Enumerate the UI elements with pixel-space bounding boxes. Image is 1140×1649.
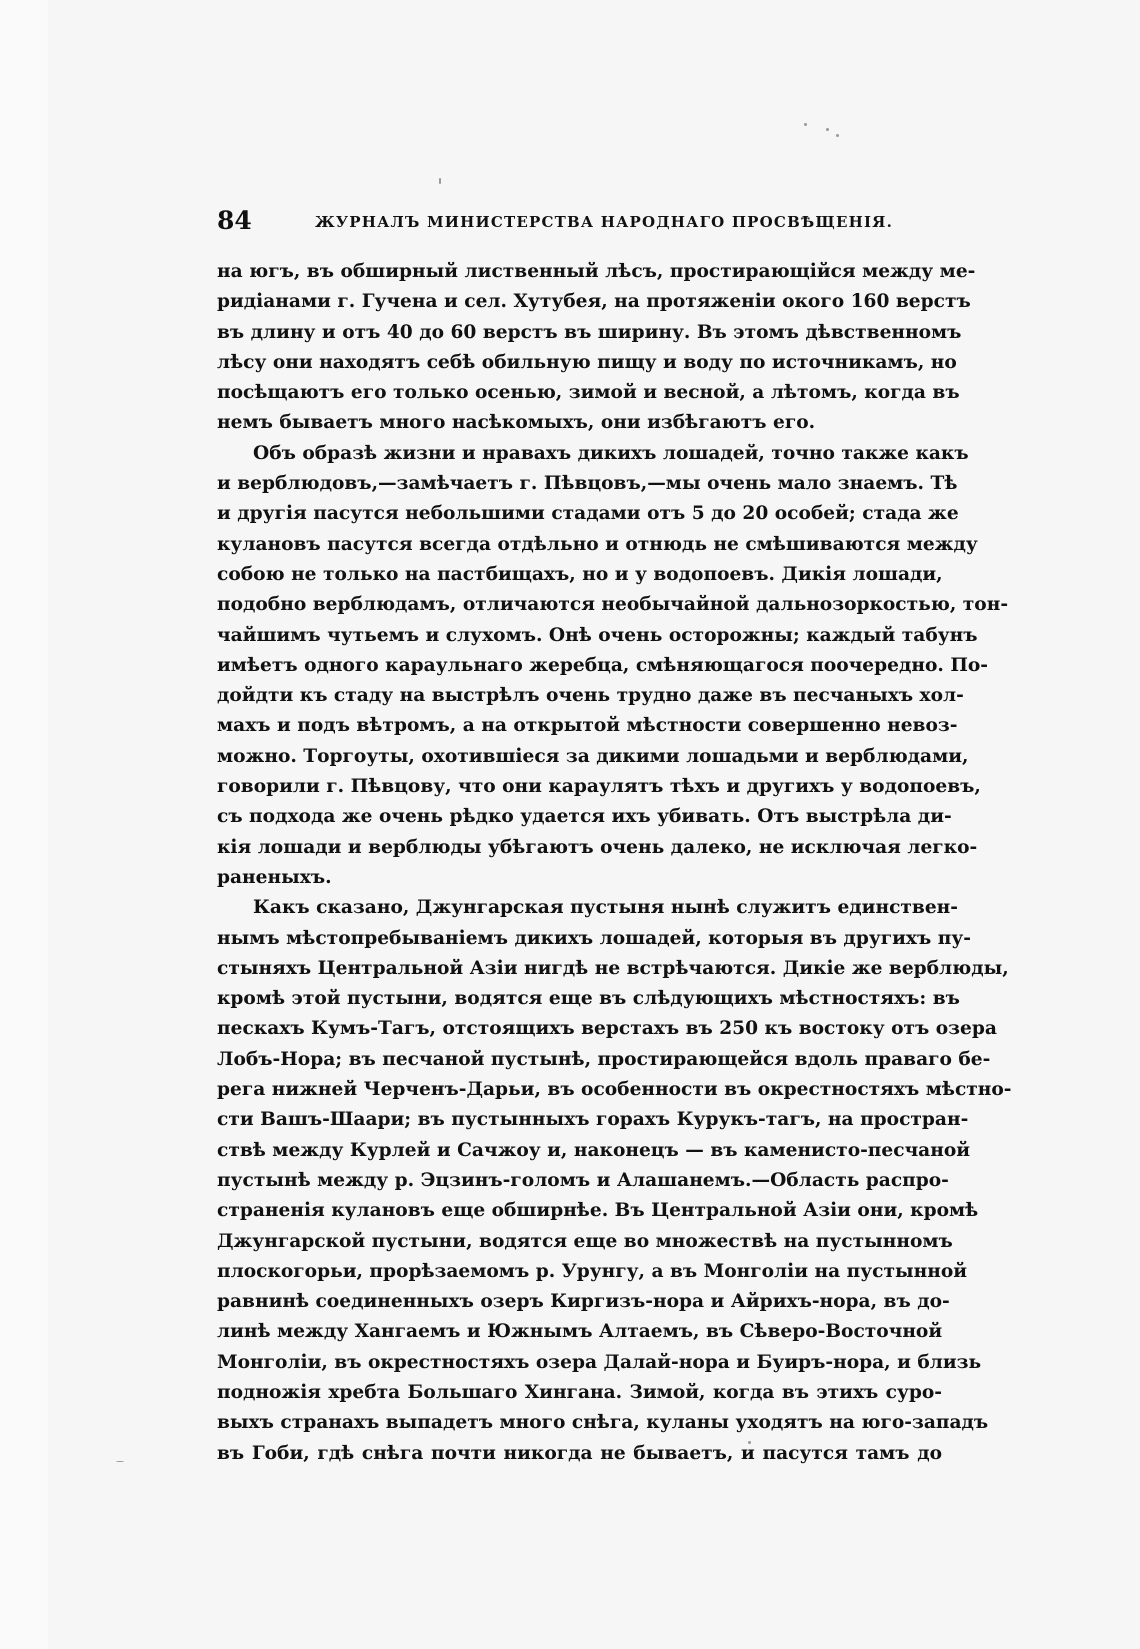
text-line: страненія кулановъ еще обширнѣе. Въ Центральной Азіи они, кромѣ bbox=[217, 1200, 979, 1222]
paragraph bbox=[217, 439, 1009, 893]
text-line: и верблюдовъ,—замѣчаетъ г. Пѣвцовъ,—мы очень мало знаемъ. Тѣ bbox=[217, 473, 958, 495]
text-line: дойдти къ стаду на выстрѣлъ очень трудно даже въ песчаныхъ хол- bbox=[217, 685, 964, 707]
text-line: сти Вашъ-Шаари; въ пустынныхъ горахъ Курукъ-тагъ, на простран- bbox=[217, 1109, 969, 1131]
text-line: собою не только на пастбищахъ, но и у водопоевъ. Дикія лошади, bbox=[217, 563, 943, 585]
scan-speck bbox=[836, 134, 839, 137]
text-line: лѣсу они находятъ себѣ обильную пищу и воду по источникамъ, но bbox=[217, 351, 957, 373]
page-number: 84 bbox=[217, 206, 252, 235]
text-line: кулановъ пасутся всегда отдѣльно и отнюдь не смѣшиваются между bbox=[217, 533, 978, 555]
paragraph bbox=[217, 893, 1012, 1469]
text-line: подножія хребта Большаго Хингана. Зимой, когда въ этихъ суро- bbox=[217, 1381, 942, 1403]
text-line: Объ образѣ жизни и нравахъ дикихъ лошадей, точно также какъ bbox=[253, 442, 969, 464]
scan-margin bbox=[0, 0, 48, 1649]
text-line: съ подхода же очень рѣдко удается ихъ убивать. Отъ выстрѣла ди- bbox=[217, 806, 952, 828]
text-line: Джунгарской пустыни, водятся еще во множествѣ на пустынномъ bbox=[217, 1230, 953, 1252]
text-line: раненыхъ. bbox=[217, 866, 332, 888]
text-line: линѣ между Хангаемъ и Южнымъ Алтаемъ, въ Сѣверо-Восточной bbox=[217, 1321, 943, 1343]
text-line: махъ и подъ вѣтромъ, а на открытой мѣстности совершенно невоз- bbox=[217, 715, 958, 737]
scan-speck bbox=[804, 123, 807, 126]
text-line: кія лошади и верблюды убѣгаютъ очень далеко, не исключая легко- bbox=[217, 836, 978, 858]
text-line: Лобъ-Нора; въ песчаной пустынѣ, простирающейся вдоль праваго бе- bbox=[217, 1048, 991, 1070]
text-line: стыняхъ Центральной Азіи нигдѣ не встрѣчаются. Дикіе же верблюды, bbox=[217, 957, 1009, 979]
scan-speck bbox=[826, 128, 829, 131]
text-line: нымъ мѣстопребываніемъ дикихъ лошадей, которыя въ другихъ пу- bbox=[217, 927, 971, 949]
text-line: немъ бываетъ много насѣкомыхъ, они избѣгаютъ его. bbox=[217, 412, 816, 434]
text-line: рега нижней Черченъ-Дарьи, въ особенности въ окрестностяхъ мѣстно- bbox=[217, 1079, 1012, 1101]
text-line: пустынѣ между р. Эцзинъ-голомъ и Алашанемъ.—Область распро- bbox=[217, 1169, 949, 1191]
text-line: посѣщаютъ его только осенью, зимой и весной, а лѣтомъ, когда въ bbox=[217, 382, 960, 404]
scan-speck bbox=[116, 1461, 124, 1462]
page-header bbox=[217, 206, 942, 240]
text-line: Какъ сказано, Джунгарская пустыня нынѣ служитъ единствен- bbox=[253, 897, 958, 919]
text-line: чайшимъ чутьемъ и слухомъ. Онѣ очень осторожны; каждый табунъ bbox=[217, 624, 978, 646]
text-line: выхъ странахъ выпадетъ много снѣга, куланы уходятъ на юго-западъ bbox=[217, 1412, 989, 1434]
text-line: равнинѣ соединенныхъ озеръ Киргизъ-нора и Айрихъ-нора, въ до- bbox=[217, 1291, 950, 1313]
text-line: можно. Торгоуты, охотившіеся за дикими лошадьми и верблюдами, bbox=[217, 745, 969, 767]
text-line: на югъ, въ обширный лиственный лѣсъ, простирающійся между ме- bbox=[217, 261, 976, 282]
paragraph bbox=[217, 257, 976, 439]
body-text bbox=[217, 257, 1012, 1469]
text-line: плоскогорьи, прорѣзаемомъ р. Урунгу, а въ Монголіи на пустынной bbox=[217, 1260, 968, 1282]
text-line: въ Гоби, гдѣ снѣга почти никогда не бываетъ, и пасутся тамъ до bbox=[217, 1442, 942, 1464]
scan-speck bbox=[439, 178, 441, 184]
text-line: въ длину и отъ 40 до 60 верстъ въ ширину. Въ этомъ дѣвственномъ bbox=[217, 321, 962, 343]
text-line: ридіанами г. Гучена и сел. Хутубея, на протяженіи окого 160 верстъ bbox=[217, 291, 971, 313]
text-line: подобно верблюдамъ, отличаются необычайной дальнозоркостью, тон- bbox=[217, 594, 1009, 616]
text-line: пескахъ Кумъ-Тагъ, отстоящихъ верстахъ въ 250 къ востоку отъ озера bbox=[217, 1018, 997, 1040]
text-line: кромѣ этой пустыни, водятся еще въ слѣдующихъ мѣстностяхъ: въ bbox=[217, 988, 960, 1010]
text-line: Монголіи, въ окрестностяхъ озера Далай-нора и Буиръ-нора, и близь bbox=[217, 1351, 982, 1373]
text-line: и другія пасутся небольшими стадами отъ 5 до 20 особей; стада же bbox=[217, 503, 959, 525]
running-title: ЖУРНАЛЪ МИНИСТЕРСТВА НАРОДНАГО ПРОСВѢЩЕНІЯ. bbox=[315, 213, 894, 231]
text-line: ствѣ между Курлей и Сачжоу и, наконецъ — въ каменисто-песчаной bbox=[217, 1139, 971, 1161]
text-line: имѣетъ одного караульнаго жеребца, смѣняющагося поочередно. По- bbox=[217, 654, 988, 676]
text-line: говорили г. Пѣвцову, что они караулятъ тѣхъ и другихъ у водопоевъ, bbox=[217, 776, 981, 798]
